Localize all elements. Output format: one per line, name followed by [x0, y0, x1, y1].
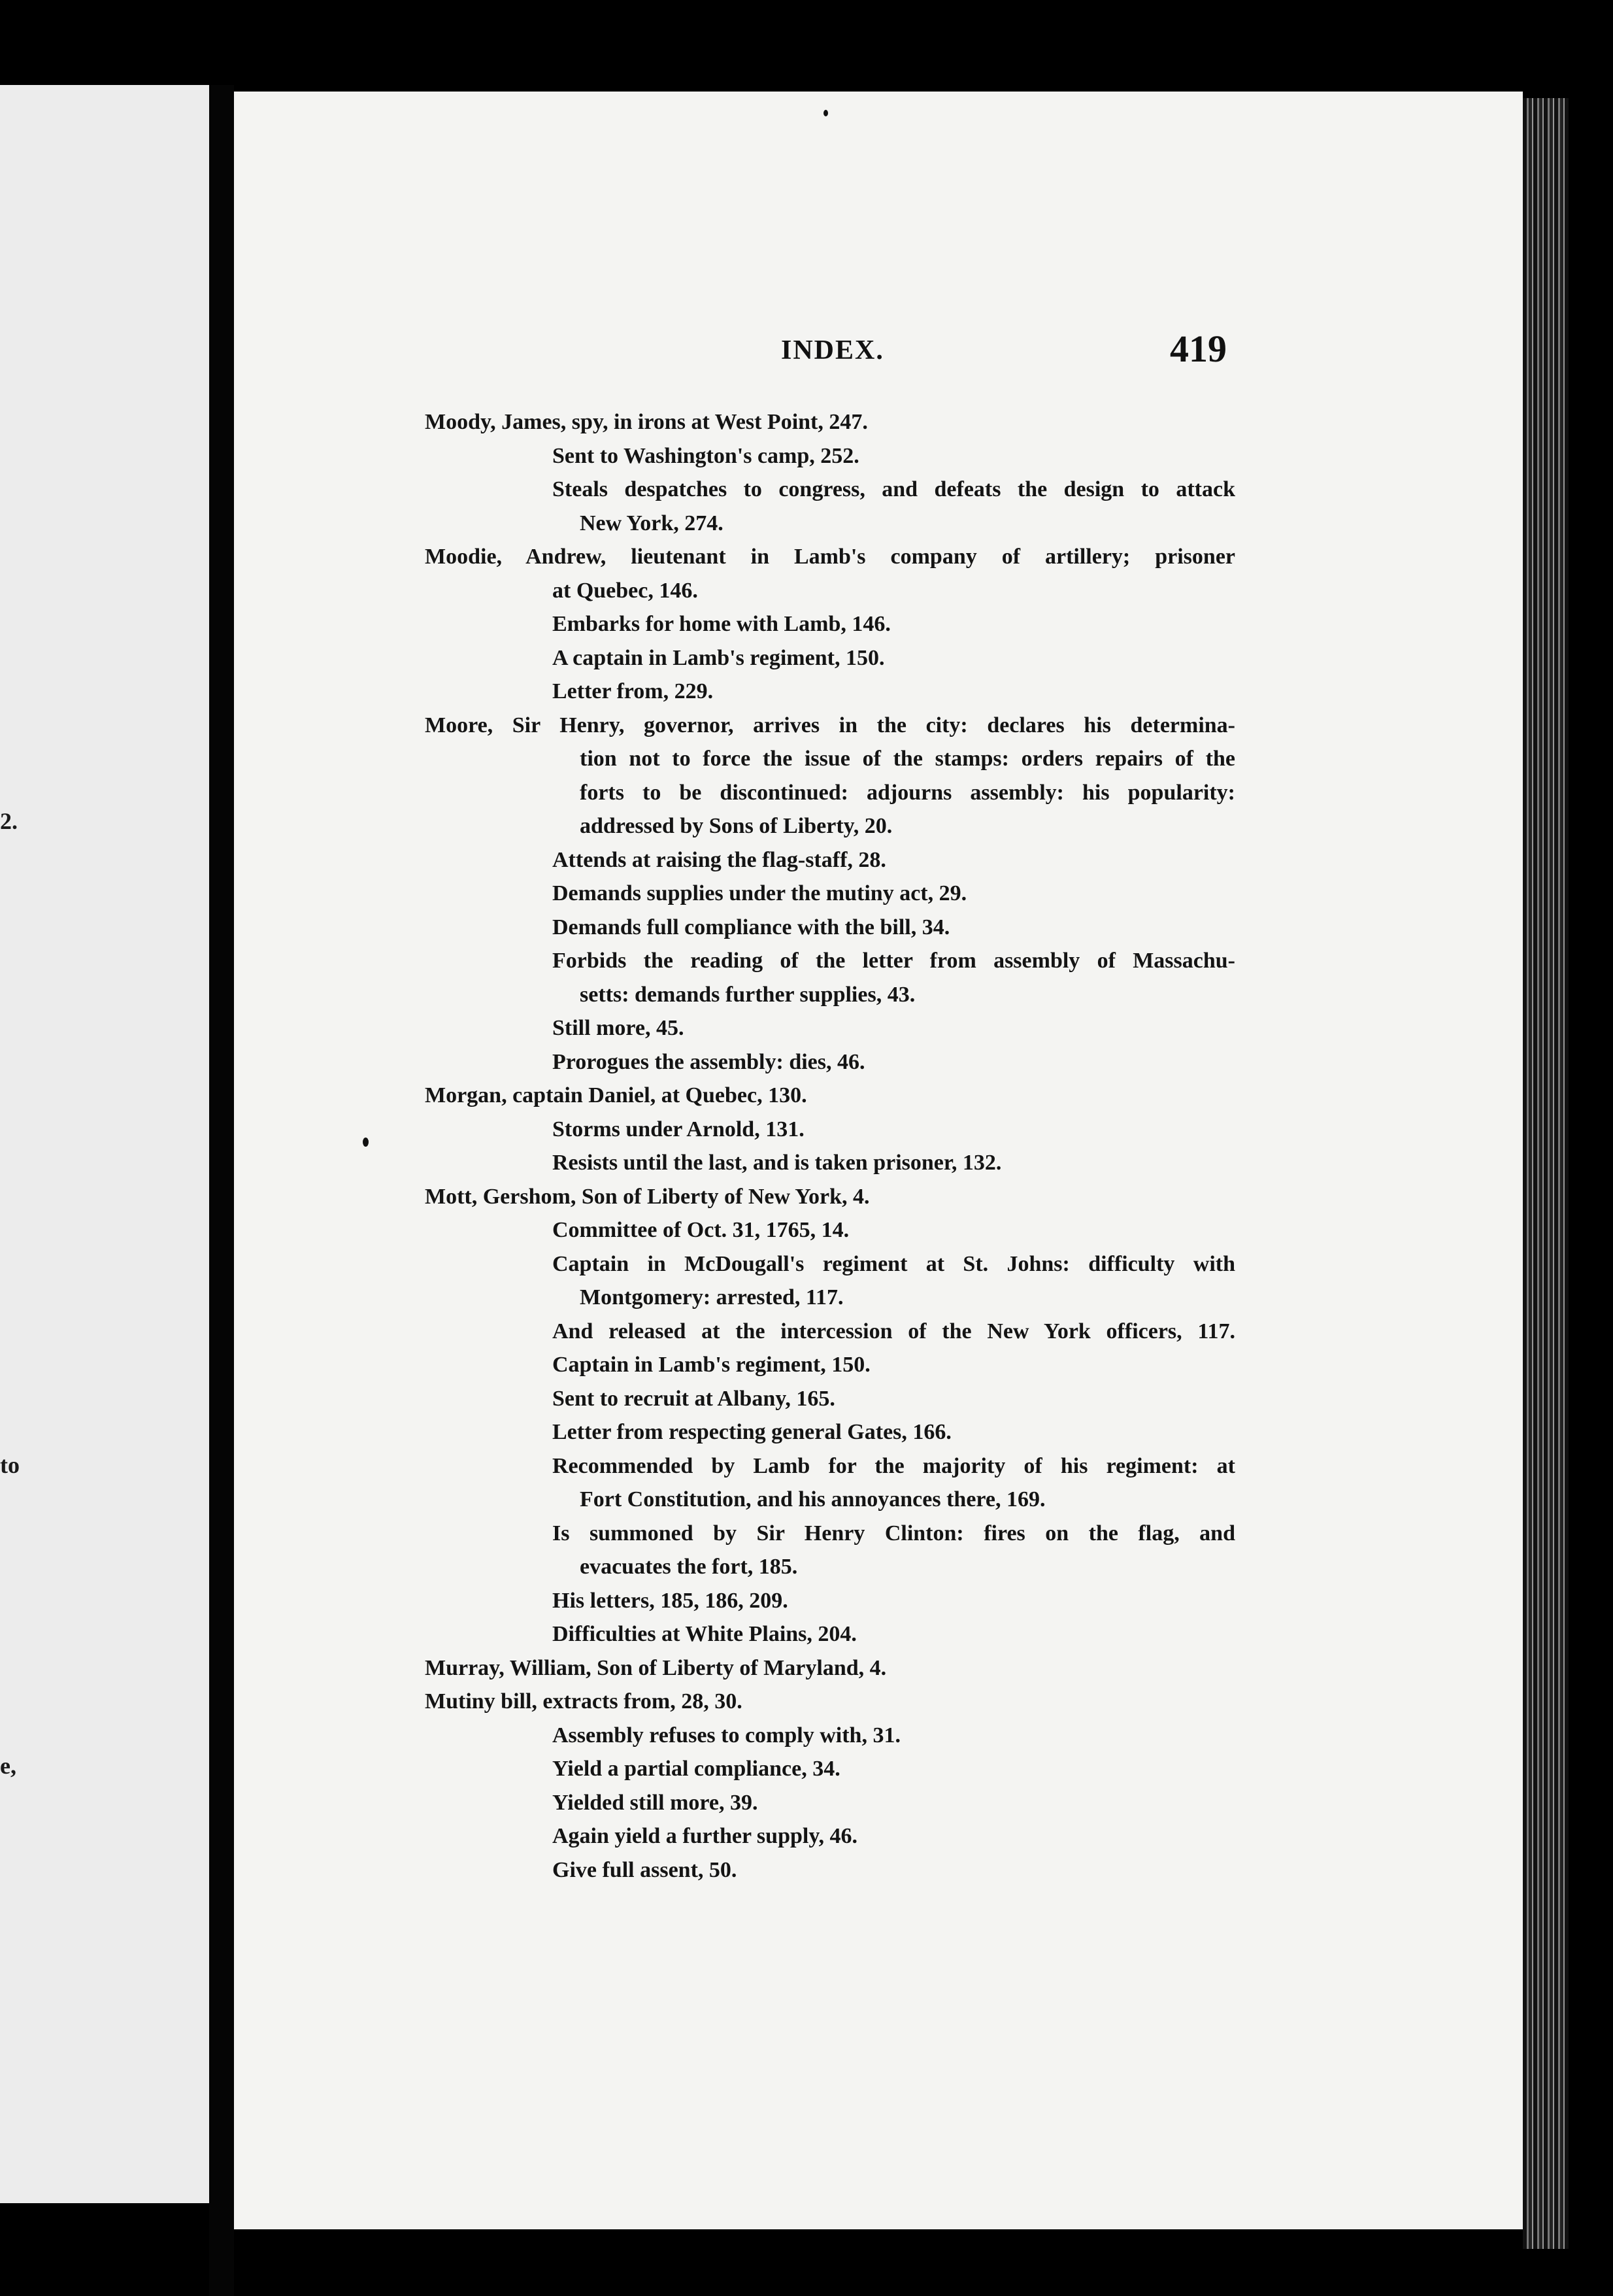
index-subentry-line: Letter from, 229.	[552, 679, 714, 703]
index-subentry-line: Montgomery: arrested, 117.	[580, 1285, 844, 1309]
index-subentry-line: A captain in Lamb's regiment, 150.	[552, 645, 885, 670]
facing-page-fragment: 2.	[0, 808, 18, 834]
index-heading-line: Mott, Gershom, Son of Liberty of New York, 4.	[425, 1184, 870, 1209]
index-subentry-line: Embarks for home with Lamb, 146.	[552, 612, 891, 636]
index-subentry-line: Difficulties at White Plains, 204.	[552, 1622, 857, 1646]
index-subentry-line: His letters, 185, 186, 209.	[552, 1588, 788, 1613]
index-entry	[425, 1685, 1235, 1887]
index-subentry-line: Is summoned by Sir Henry Clinton: fires on the flag, and	[552, 1521, 1235, 1545]
index-subentry-line: setts: demands further supplies, 43.	[580, 982, 916, 1007]
index-subentry-line: Give full assent, 50.	[552, 1857, 737, 1882]
index-subentry-line: Demands full compliance with the bill, 34.	[552, 915, 950, 939]
ink-speck	[363, 1138, 369, 1147]
index-heading-line: Moody, James, spy, in irons at West Point, 247.	[425, 410, 868, 434]
index-heading-line: Moodie, Andrew, lieutenant in Lamb's company of artillery; prisoner	[425, 545, 1235, 569]
ink-speck	[823, 110, 828, 116]
index-subentry-line: Prorogues the assembly: dies, 46.	[552, 1049, 865, 1074]
page-number: 419	[1170, 328, 1227, 370]
index-subentry-line: Demands supplies under the mutiny act, 29.	[552, 881, 967, 905]
book-gutter	[209, 85, 234, 2296]
index-entry	[425, 540, 1235, 709]
index-subentry-line: forts to be discontinued: adjourns assembly: his popularity:	[580, 780, 1235, 805]
index-subentry-line: Committee of Oct. 31, 1765, 14.	[552, 1218, 850, 1242]
index-entry	[425, 405, 1235, 540]
index-entries	[425, 405, 1235, 1887]
index-subentry-line: at Quebec, 146.	[552, 578, 698, 603]
index-subentry-line: addressed by Sons of Liberty, 20.	[580, 814, 893, 838]
index-subentry-line: Fort Constitution, and his annoyances there, 169.	[580, 1487, 1046, 1511]
index-subentry-line: tion not to force the issue of the stamps: orders repairs of the	[580, 747, 1235, 771]
index-subentry-line: Resists until the last, and is taken prisoner, 132.	[552, 1151, 1002, 1175]
index-heading-line: Murray, William, Son of Liberty of Maryland, 4.	[425, 1655, 887, 1680]
index-heading-line: Mutiny bill, extracts from, 28, 30.	[425, 1689, 742, 1714]
index-subentry-line: Forbids the reading of the letter from assembly of Massachu-	[552, 949, 1235, 973]
index-subentry-line: Sent to Washington's camp, 252.	[552, 443, 859, 468]
index-subentry-line: Letter from respecting general Gates, 166.	[552, 1420, 952, 1444]
index-subentry-line: Captain in McDougall's regiment at St. Johns: difficulty with	[552, 1251, 1235, 1276]
index-subentry-line: Steals despatches to congress, and defeats the design to attack	[552, 477, 1235, 501]
index-subentry-line: evacuates the fort, 185.	[580, 1555, 798, 1579]
index-subentry-line: New York, 274.	[580, 511, 723, 535]
index-subentry-line: And released at the intercession of the New York officers, 117.	[552, 1319, 1235, 1343]
index-subentry-line: Again yield a further supply, 46.	[552, 1824, 857, 1848]
index-entry	[425, 1079, 1235, 1180]
facing-page	[0, 85, 209, 2203]
index-heading-line: Morgan, captain Daniel, at Quebec, 130.	[425, 1083, 807, 1107]
index-subentry-line: Still more, 45.	[552, 1016, 684, 1040]
running-head: INDEX.	[781, 335, 884, 365]
index-subentry-line: Yield a partial compliance, 34.	[552, 1757, 840, 1781]
page-edges	[1523, 98, 1569, 2249]
index-subentry-line: Storms under Arnold, 131.	[552, 1117, 805, 1141]
index-subentry-line: Captain in Lamb's regiment, 150.	[552, 1353, 871, 1377]
index-subentry-line: Sent to recruit at Albany, 165.	[552, 1386, 835, 1411]
index-subentry-line: Assembly refuses to comply with, 31.	[552, 1723, 901, 1747]
facing-page-fragment: e,	[0, 1753, 16, 1779]
index-entry	[425, 1651, 1235, 1685]
index-entry	[425, 709, 1235, 1079]
facing-page-fragment: to	[0, 1452, 20, 1478]
index-heading-line: Moore, Sir Henry, governor, arrives in the city: declares his determina-	[425, 713, 1235, 737]
index-subentry-line: Recommended by Lamb for the majority of his regiment: at	[552, 1453, 1235, 1478]
index-entry	[425, 1180, 1235, 1651]
index-subentry-line: Attends at raising the flag-staff, 28.	[552, 847, 886, 872]
index-subentry-line: Yielded still more, 39.	[552, 1790, 758, 1815]
